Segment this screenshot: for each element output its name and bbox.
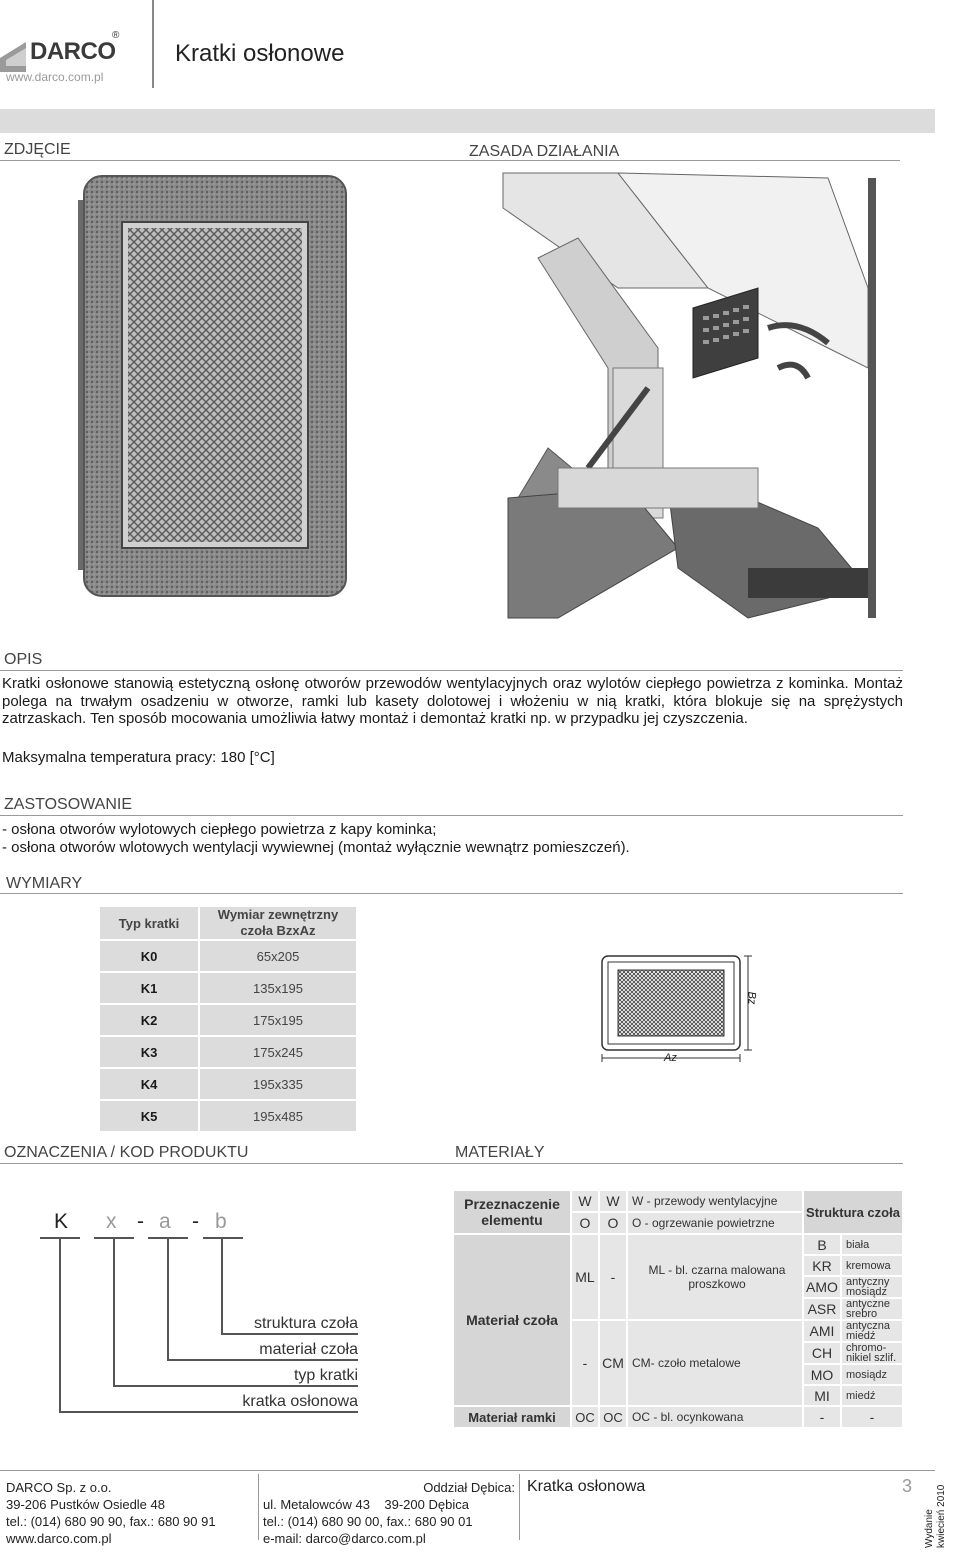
structure-code: B [804, 1235, 840, 1254]
purpose-description: W - przewody wentylacyjne [628, 1191, 802, 1211]
dimension-cell: 175x245 [200, 1037, 356, 1067]
purpose-description: O - ogrzewanie powietrzne [628, 1213, 802, 1233]
edition-block [924, 1458, 948, 1548]
footer-divider [0, 1470, 935, 1471]
code-label-grate: kratka osłonowa [242, 1393, 358, 1410]
section-divider [0, 815, 903, 816]
material-code-cell: CM [600, 1321, 626, 1405]
structure-code: MO [804, 1365, 840, 1384]
product-photo [70, 170, 350, 610]
frame-material-label: Materiał ramki [454, 1407, 570, 1427]
page-title: Kratki osłonowe [175, 40, 345, 67]
description-text: Kratki osłonowe stanowią estetyczną osłonę otworów przewodów wentylacyjnych oraz wylotów ciepłego powietrza z kominka. Montaż polega na trwałym osadzeniu w otworze, ramki lub kasety dolotowej i włożeniu w nią kratki, która blokuje się na sprężystych zatrzaskach. Ten sposób mocowania umożliwia łatwy montaż i demontaż kratki np. w przypadku jej czyszczenia. [2, 675, 903, 728]
purpose-code-cell: O [572, 1213, 598, 1233]
section-divider [0, 160, 900, 161]
frame-code-cell: OC [600, 1407, 626, 1427]
code-separator: - [192, 1210, 199, 1233]
table-row [100, 1037, 356, 1067]
type-cell: K1 [100, 973, 198, 1003]
structure-name: antyczne srebro [842, 1299, 902, 1319]
frame-structure-cell: - [804, 1407, 840, 1427]
frame-structure-cell: - [842, 1407, 902, 1427]
footer-company-block [6, 1479, 216, 1547]
dimension-cell: 65x205 [200, 941, 356, 971]
section-materials-heading: MATERIAŁY [455, 1144, 545, 1161]
code-letter-a: a [159, 1210, 171, 1233]
code-letter-x: x [106, 1210, 117, 1233]
frame-description: OC - bl. ocynkowana [628, 1407, 802, 1427]
dimension-cell: 175x195 [200, 1005, 356, 1035]
column-header-dimension-line1: Wymiar zewnętrzny [217, 907, 339, 922]
code-letter-k: K [54, 1210, 69, 1233]
dimension-cell: 195x335 [200, 1069, 356, 1099]
table-row [454, 1191, 902, 1211]
section-principle-heading: ZASADA DZIAŁANIA [469, 143, 620, 160]
section-divider [0, 1163, 903, 1164]
footer-branch-address: ul. Metalowców 43 39-200 Dębica [263, 1497, 469, 1512]
edition-label: Wydanie [924, 1509, 935, 1548]
type-cell: K5 [100, 1101, 198, 1131]
footer-website: www.darco.com.pl [6, 1531, 112, 1546]
principle-diagram [498, 168, 878, 628]
frame-code-cell: OC [572, 1407, 598, 1427]
section-description-heading: OPIS [4, 651, 43, 668]
footer-separator [519, 1474, 520, 1540]
application-item: - osłona otworów wylotowych ciepłego powietrza z kapy kominka; [2, 821, 437, 838]
footer-separator [258, 1474, 259, 1540]
code-label-material: materiał czoła [259, 1341, 358, 1358]
table-row [100, 1069, 356, 1099]
dimension-cell: 135x195 [200, 973, 356, 1003]
structure-code: KR [804, 1256, 840, 1275]
structure-code: ASR [804, 1299, 840, 1319]
table-row [100, 973, 356, 1003]
table-row [454, 1407, 902, 1427]
table-row [100, 1005, 356, 1035]
purpose-label: Przeznaczenie elementu [454, 1191, 570, 1233]
purpose-code-cell: W [572, 1191, 598, 1211]
column-header-type: Typ kratki [100, 907, 198, 939]
page-number: 3 [902, 1476, 913, 1496]
footer-branch-block [263, 1479, 515, 1547]
structure-name: biała [842, 1235, 902, 1254]
footer-company: DARCO Sp. z o.o. [6, 1480, 112, 1495]
width-label: Az [664, 1052, 677, 1064]
structure-name: mosiądz [842, 1365, 902, 1384]
logo-text: DARCO [30, 38, 116, 65]
footer-branch: Oddział Dębica: [423, 1480, 515, 1495]
footer-phone: tel.: (014) 680 90 90, fax.: 680 90 91 [6, 1514, 216, 1529]
structure-name: miedź [842, 1386, 902, 1405]
materials-table [452, 1189, 904, 1429]
material-code-cell: - [572, 1321, 598, 1405]
table-row [100, 941, 356, 971]
structure-label: Struktura czoła [804, 1191, 902, 1233]
material-code-cell: - [600, 1235, 626, 1319]
purpose-code-cell: W [600, 1191, 626, 1211]
section-divider [0, 670, 903, 671]
application-item: - osłona otworów wlotowych wentylacji wywiewnej (montaż wyłącznie wewnątrz pomieszczeń). [2, 839, 630, 856]
header-website: www.darco.com.pl [6, 70, 104, 84]
section-photo-heading: ZDJĘCIE [4, 141, 71, 158]
column-header-dimension [200, 907, 356, 939]
type-cell: K0 [100, 941, 198, 971]
material-description: CM- czoło metalowe [628, 1321, 802, 1405]
dimensions-table [98, 905, 358, 1133]
table-row [454, 1235, 902, 1254]
footer-product: Kratka osłonowa [527, 1478, 646, 1495]
section-dimensions-heading: WYMIARY [6, 875, 83, 892]
section-codes-heading: OZNACZENIA / KOD PRODUKTU [4, 1144, 249, 1161]
installation-diagram-icon [498, 168, 878, 628]
structure-name: chromo-nikiel szlif. [842, 1343, 902, 1363]
section-application-heading: ZASTOSOWANIE [4, 796, 133, 813]
section-divider [0, 893, 903, 894]
header-divider [152, 0, 154, 88]
purpose-code-cell: O [600, 1213, 626, 1233]
header-band [0, 109, 935, 133]
grate-photo-icon [70, 170, 350, 610]
structure-name: kremowa [842, 1256, 902, 1275]
code-label-type: typ kratki [293, 1367, 358, 1384]
face-material-label: Materiał czoła [454, 1235, 570, 1405]
height-label: Bz [745, 991, 758, 1005]
table-row [100, 1101, 356, 1131]
dimension-drawing [598, 950, 758, 1070]
logo-registered-mark: ® [112, 30, 120, 41]
footer-branch-email: e-mail: darco@darco.com.pl [263, 1531, 426, 1546]
code-letter-b: b [215, 1210, 227, 1233]
type-cell: K2 [100, 1005, 198, 1035]
edition-date: kwiecień 2010 [936, 1484, 947, 1548]
code-separator: - [137, 1210, 144, 1233]
column-header-dimension-line2: czoła BzxAz [240, 923, 316, 938]
table-header-row [100, 907, 356, 939]
material-code-cell: ML [572, 1235, 598, 1319]
type-cell: K4 [100, 1069, 198, 1099]
grate-front-view-icon [598, 950, 758, 1070]
structure-code: MI [804, 1386, 840, 1405]
structure-code: CH [804, 1343, 840, 1363]
footer-branch-phone: tel.: (014) 680 90 00, fax.: 680 90 01 [263, 1514, 473, 1529]
max-temperature: Maksymalna temperatura pracy: 180 [°C] [2, 749, 275, 766]
type-cell: K3 [100, 1037, 198, 1067]
structure-name: antyczna miedź [842, 1321, 902, 1341]
structure-name: antyczny mosiądz [842, 1277, 902, 1297]
footer-address: 39-206 Pustków Osiedle 48 [6, 1497, 165, 1512]
code-label-structure: struktura czoła [253, 1315, 358, 1332]
structure-code: AMI [804, 1321, 840, 1341]
structure-code: AMO [804, 1277, 840, 1297]
dimension-cell: 195x485 [200, 1101, 356, 1131]
material-description: ML - bl. czarna malowana proszkowo [628, 1235, 802, 1319]
